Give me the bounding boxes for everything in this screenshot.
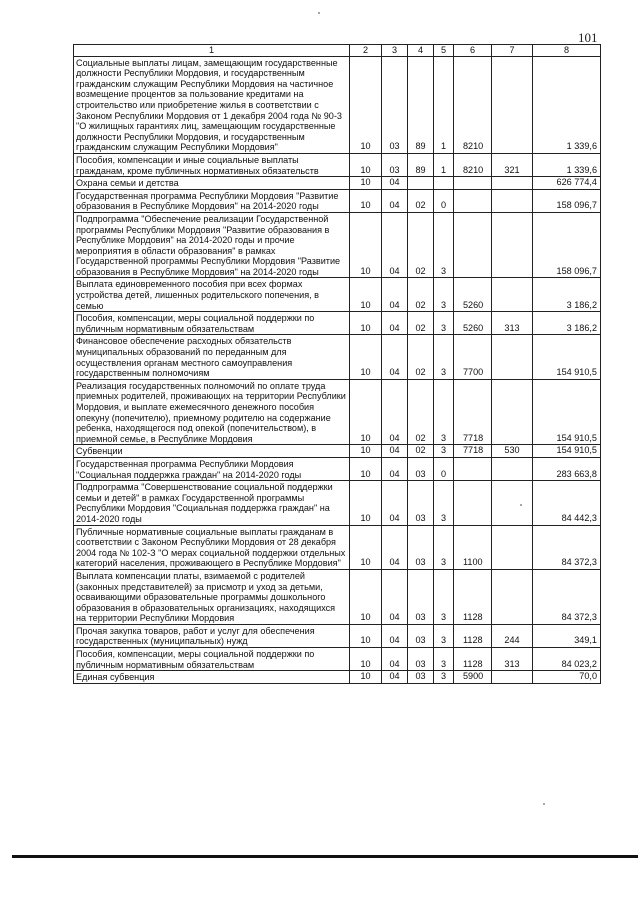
budget-table	[73, 44, 601, 684]
expense-type-cell	[492, 177, 533, 190]
program-code-cell: 03	[408, 648, 434, 671]
target-article-cell	[454, 177, 492, 190]
table-body	[74, 56, 601, 683]
section-code-cell: 10	[350, 445, 382, 458]
target-article-cell	[454, 457, 492, 480]
target-article-cell: 7718	[454, 379, 492, 445]
target-article-cell: 5260	[454, 278, 492, 312]
row-name-cell: Подпрограмма "Обеспечение реализации Государственной программы Республики Мордовия "Развитие образования в Республике Мордовия" на 2014-2020 годы и прочие мероприятия в области образования" в рамках Государственной программы Республики Мордовия "Развитие образования в Республике Мордовия" на 2014-2020 годы	[74, 212, 350, 278]
row-name-cell: Реализация государственных полномочий по оплате труда приемных родителей, проживающих на территории Республики Мордовия, и выплате ежемесячного денежного пособия опекуну (попечителю), приемному родителю на содержание ребенка, находящегося под опекой (попечительством), в приемной семье, в Республике Мордовия	[74, 379, 350, 445]
target-article-cell	[454, 481, 492, 525]
section-code-cell: 10	[350, 648, 382, 671]
section-code-cell: 10	[350, 56, 382, 153]
program-code-cell: 02	[408, 278, 434, 312]
target-article-cell: 5900	[454, 671, 492, 684]
target-article-cell: 7718	[454, 445, 492, 458]
row-name-cell: Государственная программа Республики Мордовия "Социальная поддержка граждан" на 2014-2020 годы	[74, 457, 350, 480]
program-code-cell	[408, 177, 434, 190]
row-name-cell: Выплата компенсации платы, взимаемой с родителей (законных представителей) за присмотр и уход за детьми, осваивающими образовательные программы дошкольного образования в образовательных организациях, находящихся на территории Республики Мордовия	[74, 569, 350, 624]
table-row	[74, 671, 601, 684]
program-code-cell: 02	[408, 335, 434, 379]
expense-type-cell	[492, 212, 533, 278]
table-row	[74, 312, 601, 335]
target-article-cell: 8210	[454, 56, 492, 153]
section-code-cell: 10	[350, 525, 382, 569]
subprogram-code-cell: 3	[434, 278, 454, 312]
scan-speck	[520, 504, 522, 506]
section-code-cell: 10	[350, 312, 382, 335]
row-name-cell: Выплата единовременного пособия при всех формах устройства детей, лишенных родительского попечения, в семью	[74, 278, 350, 312]
row-name-cell: Субвенции	[74, 445, 350, 458]
page-bottom-rule	[12, 855, 638, 858]
amount-cell: 154 910,5	[533, 335, 601, 379]
subprogram-code-cell: 3	[434, 481, 454, 525]
expense-type-cell: 313	[492, 648, 533, 671]
amount-cell: 3 186,2	[533, 278, 601, 312]
table-row	[74, 56, 601, 153]
subsection-code-cell: 04	[382, 671, 408, 684]
amount-cell: 158 096,7	[533, 189, 601, 212]
subprogram-code-cell	[434, 177, 454, 190]
program-code-cell: 02	[408, 312, 434, 335]
subprogram-code-cell: 3	[434, 525, 454, 569]
program-code-cell: 02	[408, 189, 434, 212]
expense-type-cell: 313	[492, 312, 533, 335]
section-code-cell: 10	[350, 212, 382, 278]
scan-speck	[543, 803, 545, 805]
amount-cell: 3 186,2	[533, 312, 601, 335]
column-header: 8	[533, 45, 601, 57]
subsection-code-cell: 04	[382, 481, 408, 525]
program-code-cell: 89	[408, 56, 434, 153]
subsection-code-cell: 04	[382, 445, 408, 458]
expense-type-cell	[492, 379, 533, 445]
section-code-cell: 10	[350, 335, 382, 379]
expense-type-cell	[492, 569, 533, 624]
program-code-cell: 03	[408, 569, 434, 624]
expense-type-cell	[492, 189, 533, 212]
row-name-cell: Единая субвенция	[74, 671, 350, 684]
page-number: 101	[578, 30, 598, 45]
amount-cell: 1 339,6	[533, 56, 601, 153]
target-article-cell	[454, 212, 492, 278]
target-article-cell: 1128	[454, 624, 492, 647]
amount-cell: 154 910,5	[533, 379, 601, 445]
subsection-code-cell: 04	[382, 569, 408, 624]
table-row	[74, 189, 601, 212]
section-code-cell: 10	[350, 481, 382, 525]
section-code-cell: 10	[350, 457, 382, 480]
section-code-cell: 10	[350, 153, 382, 176]
program-code-cell: 02	[408, 379, 434, 445]
target-article-cell: 1128	[454, 569, 492, 624]
column-header: 2	[350, 45, 382, 57]
amount-cell: 1 339,6	[533, 153, 601, 176]
subsection-code-cell: 04	[382, 312, 408, 335]
row-name-cell: Прочая закупка товаров, работ и услуг для обеспечения государственных (муниципальных) нужд	[74, 624, 350, 647]
program-code-cell: 89	[408, 153, 434, 176]
subprogram-code-cell: 0	[434, 189, 454, 212]
subprogram-code-cell: 3	[434, 312, 454, 335]
subprogram-code-cell: 3	[434, 624, 454, 647]
table-row	[74, 153, 601, 176]
row-name-cell: Финансовое обеспечение расходных обязательств муниципальных образований по переданным для осуществления органам местного самоуправления государственным полномочиям	[74, 335, 350, 379]
subprogram-code-cell: 0	[434, 457, 454, 480]
amount-cell: 154 910,5	[533, 445, 601, 458]
subsection-code-cell: 04	[382, 525, 408, 569]
column-header: 6	[454, 45, 492, 57]
table-row	[74, 445, 601, 458]
table-row	[74, 457, 601, 480]
subsection-code-cell: 04	[382, 624, 408, 647]
subprogram-code-cell: 3	[434, 445, 454, 458]
subsection-code-cell: 04	[382, 648, 408, 671]
column-header: 1	[74, 45, 350, 57]
subprogram-code-cell: 3	[434, 379, 454, 445]
column-header: 5	[434, 45, 454, 57]
target-article-cell: 5260	[454, 312, 492, 335]
subprogram-code-cell: 3	[434, 648, 454, 671]
table-row	[74, 569, 601, 624]
target-article-cell: 7700	[454, 335, 492, 379]
section-code-cell: 10	[350, 379, 382, 445]
column-header: 4	[408, 45, 434, 57]
subsection-code-cell: 04	[382, 335, 408, 379]
table-row	[74, 335, 601, 379]
subprogram-code-cell: 3	[434, 335, 454, 379]
subsection-code-cell: 04	[382, 189, 408, 212]
amount-cell: 84 372,3	[533, 525, 601, 569]
amount-cell: 349,1	[533, 624, 601, 647]
column-header: 7	[492, 45, 533, 57]
program-code-cell: 03	[408, 671, 434, 684]
row-name-cell: Пособия, компенсации, меры социальной поддержки по публичным нормативным обязательствам	[74, 648, 350, 671]
expense-type-cell	[492, 457, 533, 480]
subprogram-code-cell: 1	[434, 56, 454, 153]
table-row	[74, 278, 601, 312]
expense-type-cell	[492, 671, 533, 684]
expense-type-cell	[492, 481, 533, 525]
table-row	[74, 379, 601, 445]
section-code-cell: 10	[350, 189, 382, 212]
subprogram-code-cell: 3	[434, 212, 454, 278]
table-row	[74, 481, 601, 525]
program-code-cell: 03	[408, 481, 434, 525]
program-code-cell: 03	[408, 525, 434, 569]
subsection-code-cell: 03	[382, 153, 408, 176]
subprogram-code-cell: 3	[434, 671, 454, 684]
subsection-code-cell: 04	[382, 278, 408, 312]
row-name-cell: Публичные нормативные социальные выплаты гражданам в соответствии с Законом Республики Мордовия от 28 декабря 2004 года № 102-З "О мерах социальной поддержки отдельных категорий населения, проживающего в Республике Мордовия"	[74, 525, 350, 569]
subsection-code-cell: 03	[382, 56, 408, 153]
table-row	[74, 648, 601, 671]
table-row	[74, 624, 601, 647]
row-name-cell: Социальные выплаты лицам, замещающим государственные должности Республики Мордовия, и государственным гражданским служащим Республики Мордовия на частичное возмещение процентов за пользование кредитами на строительство или приобретение жилья в соответствии с Законом Республики Мордовия от 1 декабря 2004 года № 90-3 "О жилищных гарантиях лиц, замещающим государственные должности Республики Мордовия, и государственным гражданским служащим Республики Мордовия"	[74, 56, 350, 153]
row-name-cell: Государственная программа Республики Мордовия "Развитие образования в Республике Мордовия" на 2014-2020 годы	[74, 189, 350, 212]
row-name-cell: Пособия, компенсации и иные социальные выплаты гражданам, кроме публичных нормативных обязательств	[74, 153, 350, 176]
table-header-row	[74, 45, 601, 57]
subprogram-code-cell: 1	[434, 153, 454, 176]
program-code-cell: 02	[408, 445, 434, 458]
row-name-cell: Пособия, компенсации, меры социальной поддержки по публичным нормативным обязательствам	[74, 312, 350, 335]
section-code-cell: 10	[350, 177, 382, 190]
amount-cell: 84 023,2	[533, 648, 601, 671]
expense-type-cell: 321	[492, 153, 533, 176]
expense-type-cell: 530	[492, 445, 533, 458]
amount-cell: 626 774,4	[533, 177, 601, 190]
section-code-cell: 10	[350, 569, 382, 624]
expense-type-cell: 244	[492, 624, 533, 647]
program-code-cell: 03	[408, 457, 434, 480]
scan-speck	[318, 12, 320, 14]
amount-cell: 283 663,8	[533, 457, 601, 480]
amount-cell: 158 096,7	[533, 212, 601, 278]
amount-cell: 84 372,3	[533, 569, 601, 624]
expense-type-cell	[492, 278, 533, 312]
table-row	[74, 525, 601, 569]
column-header: 3	[382, 45, 408, 57]
table-row	[74, 212, 601, 278]
expense-type-cell	[492, 525, 533, 569]
subsection-code-cell: 04	[382, 212, 408, 278]
table-row	[74, 177, 601, 190]
section-code-cell: 10	[350, 278, 382, 312]
row-name-cell: Охрана семьи и детства	[74, 177, 350, 190]
subprogram-code-cell: 3	[434, 569, 454, 624]
section-code-cell: 10	[350, 624, 382, 647]
row-name-cell: Подпрограмма "Совершенствование социальной поддержки семьи и детей" в рамках Государственной программы Республики Мордовия "Социальная поддержка граждан" на 2014-2020 годы	[74, 481, 350, 525]
target-article-cell: 1128	[454, 648, 492, 671]
expense-type-cell	[492, 335, 533, 379]
subsection-code-cell: 04	[382, 379, 408, 445]
section-code-cell: 10	[350, 671, 382, 684]
expense-type-cell	[492, 56, 533, 153]
program-code-cell: 03	[408, 624, 434, 647]
program-code-cell: 02	[408, 212, 434, 278]
target-article-cell	[454, 189, 492, 212]
target-article-cell: 1100	[454, 525, 492, 569]
subsection-code-cell: 04	[382, 177, 408, 190]
amount-cell: 70,0	[533, 671, 601, 684]
target-article-cell: 8210	[454, 153, 492, 176]
amount-cell: 84 442,3	[533, 481, 601, 525]
subsection-code-cell: 04	[382, 457, 408, 480]
